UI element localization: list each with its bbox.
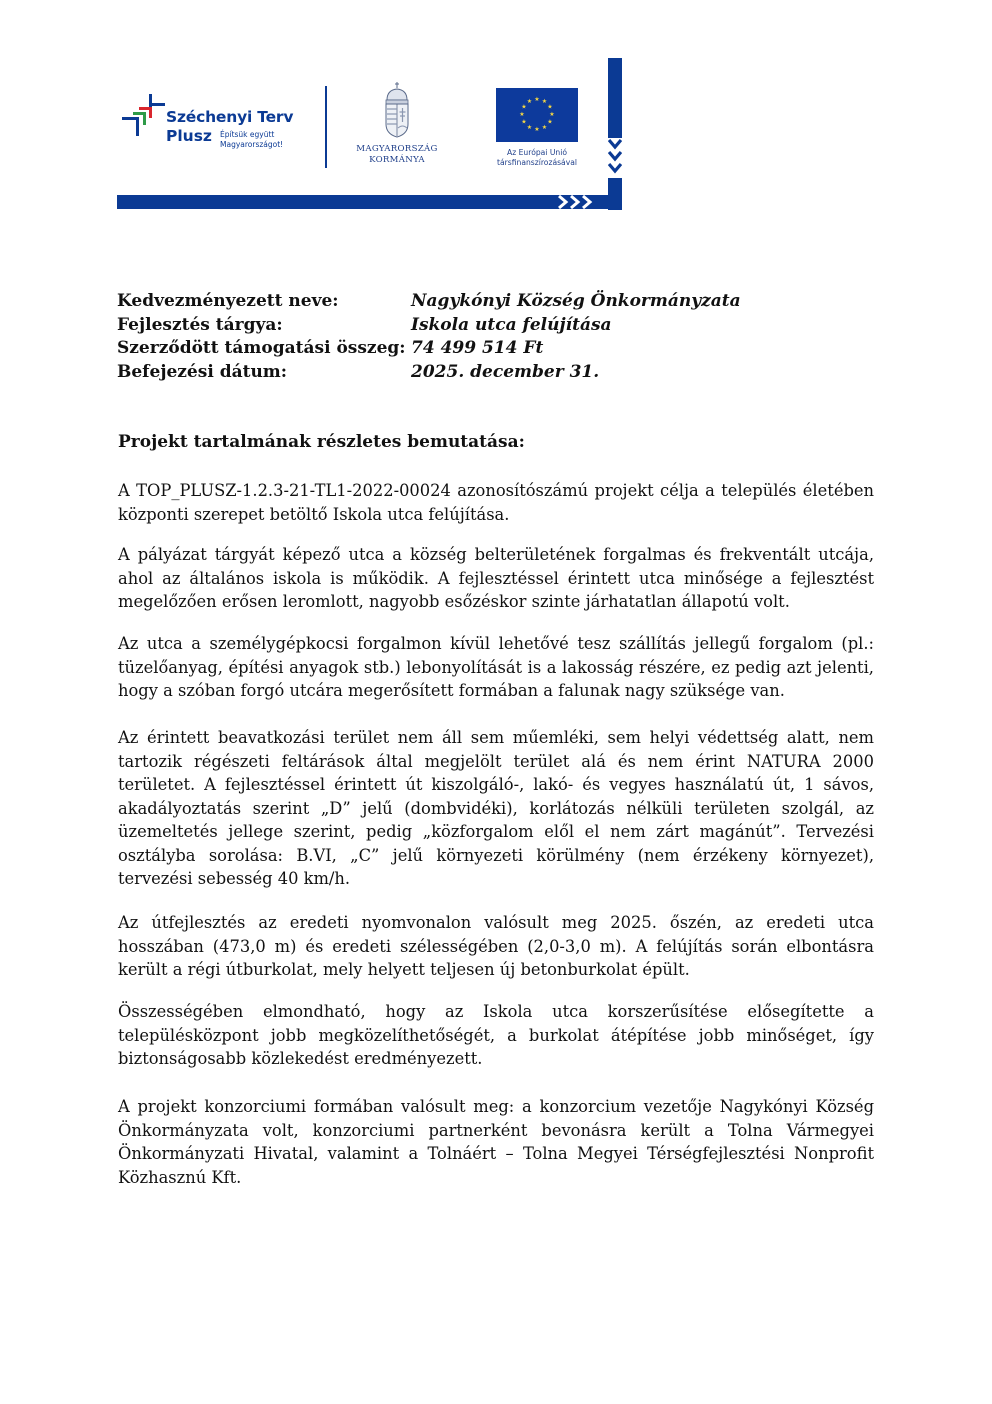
slogan-line1: Építsük együtt bbox=[220, 130, 275, 139]
project-info bbox=[117, 290, 741, 384]
banner-frame-horizontal bbox=[117, 195, 622, 209]
slogan-line2: Magyarországot! bbox=[220, 140, 284, 149]
svg-text:★: ★ bbox=[521, 118, 527, 126]
szechenyi-cross-icon bbox=[122, 94, 168, 140]
svg-text:★: ★ bbox=[534, 96, 540, 103]
svg-text:★: ★ bbox=[549, 111, 555, 118]
chevrons-right-icon bbox=[557, 195, 597, 209]
paragraph: Összességében elmondható, hogy az Iskola utca korszerűsítése elősegítette a településközpont jobb megközelíthetőségét, a burkolat átépítése jobb minőséget, így biztonságosabb közlekedést eredményezett. bbox=[118, 1002, 874, 1068]
chevrons-down-icon bbox=[608, 138, 622, 178]
szechenyi-title-line2: Plusz bbox=[166, 127, 212, 145]
funding-banner bbox=[117, 58, 623, 210]
svg-text:★: ★ bbox=[519, 111, 525, 118]
info-row-beneficiary bbox=[117, 290, 741, 314]
government-logo-line2: KORMÁNYA bbox=[369, 155, 425, 165]
info-label: Befejezési dátum: bbox=[117, 361, 288, 382]
hungarian-coat-of-arms-icon bbox=[383, 82, 411, 138]
info-label: Kedvezményezett neve: bbox=[117, 291, 339, 311]
paragraph: Az útfejlesztés az eredeti nyomvonalon valósult meg 2025. őszén, az eredeti utca hosszában (473,0 m) és eredeti szélességében (2,0-3,0 m). A felújítás során elbontásra került a régi útburkolat, mely helyett teljesen új betonburkolat épült. bbox=[118, 913, 874, 979]
svg-text:★: ★ bbox=[521, 103, 527, 111]
eu-logo-line1: Az Európai Unió bbox=[507, 148, 567, 157]
svg-text:★: ★ bbox=[541, 98, 548, 105]
paragraph: A projekt konzorciumi formában valósult meg: a konzorcium vezetője Nagykónyi Község Önkormányzata volt, konzorciumi partnerként bevonásra került a Tolna Vármegyei Önkormányzati Hivatal, valamint a Tolnáért – Tolna Megyei Térségfejlesztési Nonprofit Közhasznú Kft. bbox=[118, 1097, 874, 1187]
government-logo-line1: MAGYARORSZÁG bbox=[356, 144, 438, 154]
info-row-completion-date bbox=[117, 361, 741, 385]
info-value: 2025. december 31. bbox=[411, 361, 600, 382]
eu-cofinancing-logo bbox=[477, 88, 597, 168]
svg-text:★: ★ bbox=[534, 126, 540, 133]
info-value: Iskola utca felújítása bbox=[411, 314, 612, 335]
info-label: Szerződött támogatási összeg: bbox=[117, 338, 406, 358]
svg-text:★: ★ bbox=[547, 118, 553, 126]
szechenyi-slogan bbox=[220, 130, 283, 150]
info-row-amount bbox=[117, 337, 741, 361]
svg-text:★: ★ bbox=[526, 124, 533, 131]
svg-text:★: ★ bbox=[541, 124, 548, 131]
info-value: Nagykónyi Község Önkormányzata bbox=[411, 291, 741, 311]
svg-text:★: ★ bbox=[547, 103, 553, 111]
paragraph: A TOP_PLUSZ-1.2.3-21-TL1-2022-00024 azonosítószámú projekt célja a település életében központi szerepet betöltő Iskola utca felújítása. bbox=[118, 481, 874, 524]
info-value: 74 499 514 Ft bbox=[411, 338, 544, 358]
eu-logo-line2: társfinanszírozásával bbox=[497, 158, 577, 167]
szechenyi-terv-plusz-logo bbox=[122, 94, 322, 164]
eu-flag-icon bbox=[496, 88, 578, 142]
szechenyi-title-line1: Széchenyi Terv bbox=[166, 108, 294, 126]
info-label: Fejlesztés tárgya: bbox=[117, 314, 283, 335]
paragraph: Az utca a személygépkocsi forgalmon kívül lehetővé tesz szállítás jellegű forgalom (pl.: tüzelőanyag, építési anyagok stb.) lebonyolítását is a lakosság részére, ez pedig azt jelenti, hogy a szóban forgó utcára megerősített formában a falunak nagy szüksége van. bbox=[118, 634, 874, 700]
section-title: Projekt tartalmának részletes bemutatása: bbox=[118, 432, 525, 452]
banner-frame-vertical bbox=[608, 58, 622, 210]
hungarian-government-logo bbox=[342, 82, 452, 172]
svg-text:★: ★ bbox=[526, 98, 533, 105]
info-row-subject bbox=[117, 314, 741, 338]
logo-divider bbox=[325, 86, 327, 168]
paragraph: Az érintett beavatkozási terület nem áll sem műemléki, sem helyi védettség alatt, nem tartozik régészeti feltárások által megjelölt terület alá és nem érint NATURA 2000 területet. A fejlesztéssel érintett út kiszolgáló-, lakó- és vegyes használatú út, 1 sávos, akadályoztatás szerint „D” jelű (dombvidéki), korlátozás nélküli területen szolgál, az üzemeltetés jellege szerint, pedig „közforgalom elől el nem zárt magánút”. Tervezési osztályba sorolása: B.VI, „C” jelű környezeti körülmény (nem érzékeny környezet), tervezési sebesség 40 km/h. bbox=[118, 728, 874, 888]
paragraph: A pályázat tárgyát képező utca a község belterületének forgalmas és frekventált utcája, ahol az általános iskola is működik. A fejlesztéssel érintett utca minősége a fejlesztést megelőzően erősen leromlott, nagyobb esőzéskor szinte járhatatlan állapotú volt. bbox=[118, 545, 874, 611]
